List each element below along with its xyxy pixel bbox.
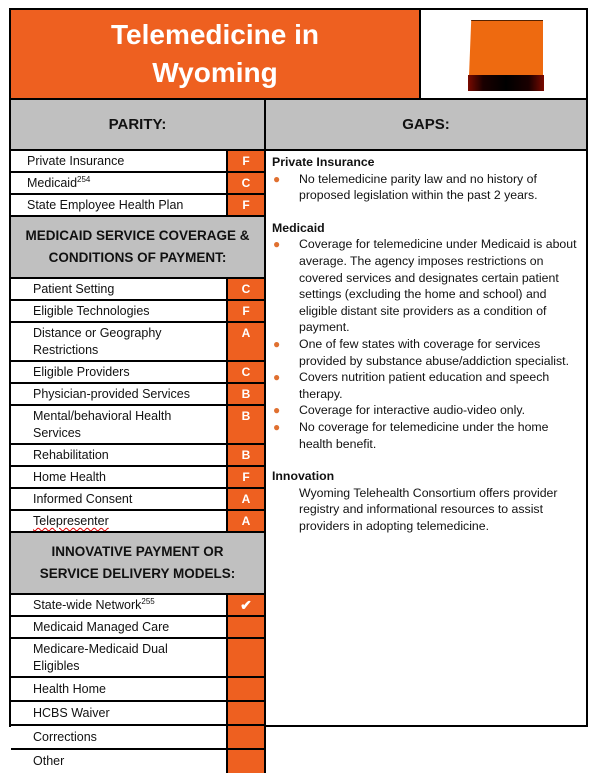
private-insurance-gaps (272, 171, 580, 204)
gap-item: ● Coverage for interactive audio-video only. (273, 403, 526, 418)
medicaid-label: Physician-provided Services (11, 384, 228, 404)
medicaid-row (11, 323, 266, 362)
grade-badge (228, 639, 266, 676)
bullet-icon: ● (273, 419, 281, 434)
footnote-ref: 254 (77, 174, 91, 184)
checkmark-icon: ✔ (228, 595, 266, 615)
bullet-icon: ● (273, 370, 281, 385)
grade-badge (228, 617, 266, 637)
medicaid-row (11, 467, 266, 489)
medicaid-row (11, 489, 266, 511)
logo (421, 10, 586, 98)
medicaid-row (11, 362, 266, 384)
grade-badge (228, 702, 266, 724)
medicaid-gaps (272, 236, 580, 452)
grade-badge: A (228, 511, 266, 531)
title-line-2: Wyoming (152, 57, 278, 88)
grade-badge: A (228, 489, 266, 509)
grade-badge: B (228, 406, 266, 443)
innovation-row (11, 639, 266, 678)
grade-badge (228, 678, 266, 700)
medicaid-row (11, 301, 266, 323)
gaps-panel (266, 151, 586, 534)
parity-label: State Employee Health Plan (11, 195, 228, 215)
innovation-label: Medicaid Managed Care (11, 617, 228, 637)
medicaid-label: Eligible Providers (11, 362, 228, 382)
parity-column-header: PARITY: (11, 98, 266, 151)
parity-label: Medicaid$^{254}$ (11, 173, 228, 193)
medicaid-label: Patient Setting (11, 279, 228, 299)
gap-heading-medicaid: Medicaid (272, 220, 325, 235)
medicaid-label: Informed Consent (11, 489, 228, 509)
innovation-row (11, 702, 266, 726)
innovation-text: Wyoming Telehealth Consortium offers provider registry and informational resources to assist providers in adopting telemedicine. (299, 485, 558, 533)
grade-badge: C (228, 279, 266, 299)
innovation-row (11, 726, 266, 750)
medicaid-label (11, 511, 228, 531)
medicaid-label: Distance or Geography Restrictions (11, 323, 228, 360)
grade-badge: B (228, 384, 266, 404)
grade-badge: A (228, 323, 266, 360)
innovation-label: State-wide Network$^{255}$ (11, 595, 228, 615)
innovation-label: Corrections (11, 726, 228, 748)
medicaid-row (11, 279, 266, 301)
innovation-row (11, 617, 266, 639)
grade-badge: F (228, 467, 266, 487)
spellcheck-word: Telepresenter (33, 514, 109, 528)
gap-heading-innovation: Innovation (272, 469, 335, 484)
grade-badge: F (228, 151, 266, 171)
medicaid-label: Eligible Technologies (11, 301, 228, 321)
innovation-label: Medicare-Medicaid Dual Eligibles (11, 639, 228, 676)
grade-badge: F (228, 301, 266, 321)
medicaid-row (11, 384, 266, 406)
grade-badge: B (228, 445, 266, 465)
gap-item: ● Covers nutrition patient education and speech therapy. (273, 370, 550, 401)
grades-column (11, 151, 266, 773)
orange-box-logo-icon (469, 20, 543, 76)
bullet-icon: ● (273, 237, 281, 252)
innovation-label: HCBS Waiver (11, 702, 228, 724)
medicaid-row (11, 511, 266, 533)
medicaid-label: Rehabilitation (11, 445, 228, 465)
parity-row (11, 173, 266, 195)
innovation-row (11, 595, 266, 617)
grade-badge (228, 726, 266, 748)
gap-item: ● One of few states with coverage for services provided by substance abuse/addiction specialist. (273, 336, 570, 368)
bullet-icon: ● (273, 171, 281, 186)
grade-badge: C (228, 173, 266, 193)
title-line-1: Telemedicine in (111, 19, 319, 50)
gap-heading-private-insurance: Private Insurance (272, 155, 375, 169)
medicaid-row (11, 406, 266, 445)
gap-item: ● Coverage for telemedicine under Medicaid is about average. The agency imposes restrictions on covered services and designates certain patient settings (excluding the home and school) and eligible distant site providers as a condition of payment. (273, 237, 577, 335)
report-card (9, 8, 588, 768)
parity-label: Private Insurance (11, 151, 228, 171)
parity-row (11, 195, 266, 217)
grade-badge (228, 750, 266, 773)
grade-badge: C (228, 362, 266, 382)
medicaid-label: Mental/behavioral Health Services (11, 406, 228, 443)
innovation-label: Health Home (11, 678, 228, 700)
medicaid-section-header: MEDICAID SERVICE COVERAGE & CONDITIONS OF PAYMENT: (11, 217, 266, 279)
gap-item: ● No telemedicine parity law and no history of proposed legislation within the past 2 years. (273, 171, 538, 203)
medicaid-label: Home Health (11, 467, 228, 487)
bullet-icon: ● (273, 336, 281, 351)
innovative-section-header: INNOVATIVE PAYMENT OR SERVICE DELIVERY MODELS: (11, 533, 266, 595)
bullet-icon: ● (273, 403, 281, 418)
gap-item: ● No coverage for telemedicine under the home health benefit. (273, 419, 549, 451)
innovation-label: Other (11, 750, 228, 773)
page-title (11, 10, 421, 98)
gaps-column-header: GAPS: (266, 98, 586, 151)
logo-base-icon (468, 75, 544, 91)
innovation-row (11, 678, 266, 702)
footnote-ref: 255 (141, 596, 155, 606)
innovation-row (11, 750, 266, 773)
grade-badge: F (228, 195, 266, 215)
medicaid-row (11, 445, 266, 467)
parity-row (11, 151, 266, 173)
